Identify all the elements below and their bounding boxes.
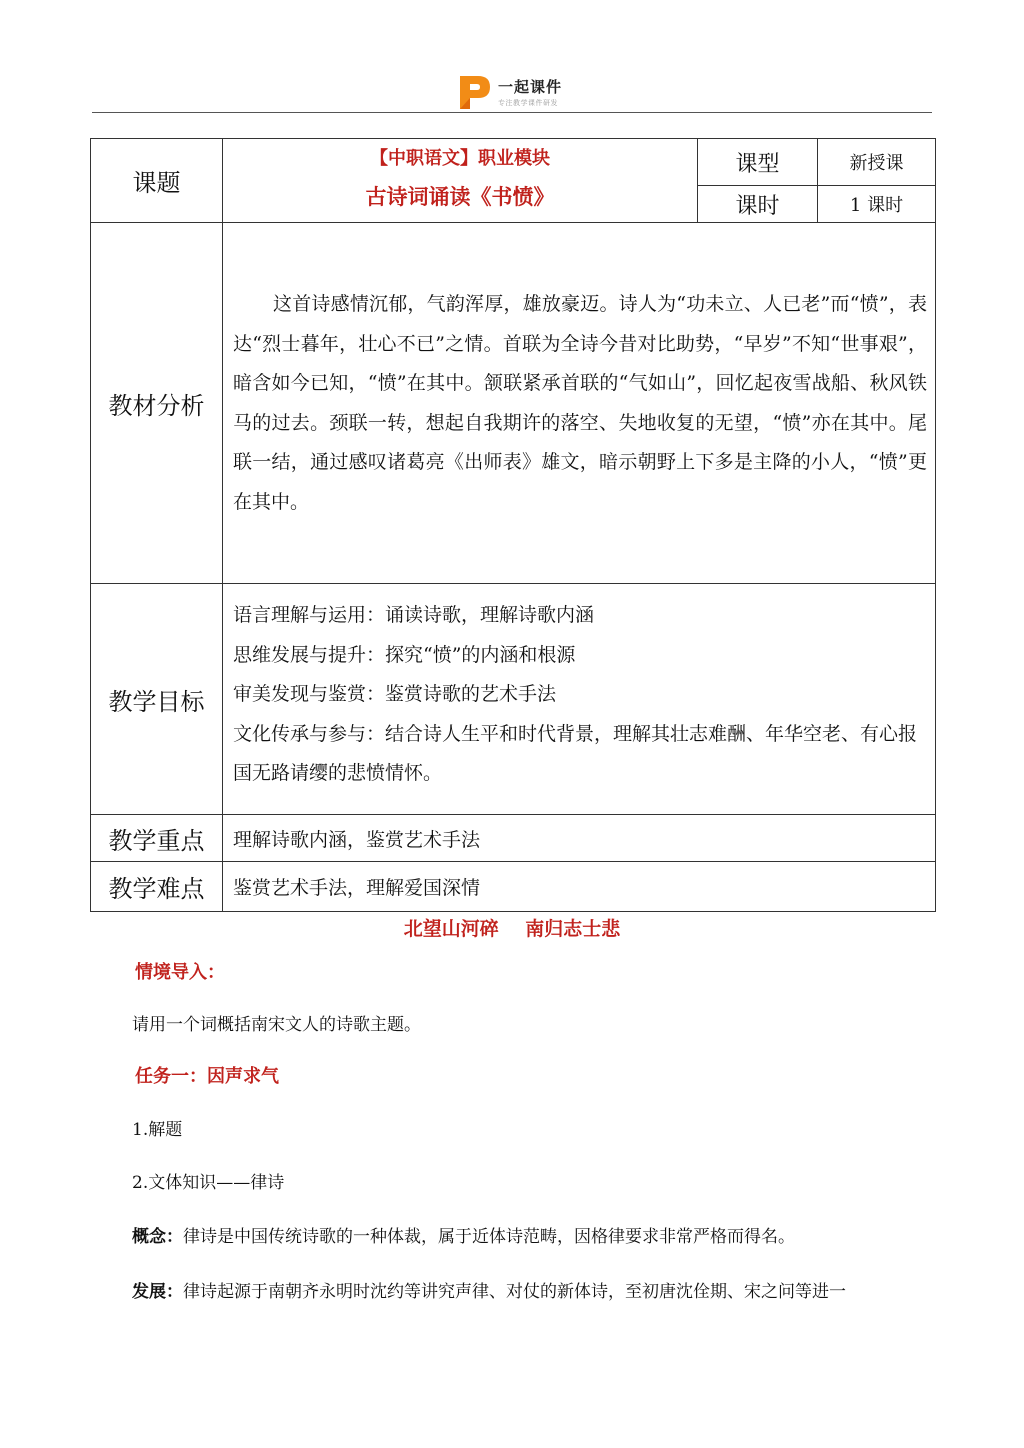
type-value: 新授课 [818, 139, 936, 186]
logo-slogan: 专注教学课件研发 [498, 99, 558, 107]
topic-label: 课题 [91, 139, 223, 223]
goals-cell [223, 584, 936, 815]
intro-text: 请用一个词概括南宋文人的诗歌主题。 [132, 1015, 421, 1035]
concept-text: 律诗是中国传统诗歌的一种体裁，属于近体诗范畴，因格律要求非常严格而得名。 [183, 1227, 795, 1247]
list-item-1: 1.解题 [132, 1120, 183, 1140]
key-points-text: 理解诗歌内涵，鉴赏艺术手法 [223, 815, 936, 862]
topic-line2: 古诗词诵读《书愤》 [365, 183, 555, 209]
concept-paragraph [132, 1222, 795, 1247]
develop-label: 发展： [132, 1282, 183, 1302]
analysis-label: 教材分析 [91, 223, 223, 584]
concept-label: 概念： [132, 1227, 183, 1247]
goal-item: 语言理解与运用：诵读诗歌，理解诗歌内涵 [233, 604, 595, 626]
task1-heading: 任务一：因声求气 [135, 1066, 279, 1087]
analysis-text: 这首诗感情沉郁，气韵浑厚，雄放豪迈。诗人为“功未立、人已老”而“愤”，表达“烈士暮年，壮心不已”之情。首联为全诗今昔对比助势，“早岁”不知“世事艰”，暗含如今已知，“愤”在其中。颔联紧承首联的“气如山”，回忆起夜雪战船、秋风铁马的过去。颈联一转，想起自我期许的落空、失地收复的无望，“愤”亦在其中。尾联一结，通过感叹诸葛亮《出师表》雄文，暗示朝野上下多是主降的小人，“愤”更在其中。 [233, 293, 927, 513]
logo-p-icon [456, 72, 494, 112]
hours-value: 1 课时 [818, 186, 936, 223]
section-title: 北望山河碎 南归志士悲 [403, 918, 621, 940]
goal-item: 审美发现与鉴赏：鉴赏诗歌的艺术手法 [233, 683, 557, 706]
difficult-points-label: 教学难点 [91, 862, 223, 912]
logo-title: 一起课件 [498, 78, 563, 96]
develop-paragraph [132, 1277, 846, 1302]
topic-line1: 【中职语文】职业模块 [370, 147, 550, 169]
goal-item: 文化传承与参与：结合诗人生平和时代背景，理解其壮志难酬、年华空老、有心报国无路请缨的悲愤情怀。 [233, 722, 918, 785]
develop-text: 律诗起源于南朝齐永明时沈约等讲究声律、对仗的新体诗，至初唐沈佺期、宋之问等进一 [183, 1282, 846, 1302]
difficult-points-text: 鉴赏艺术手法，理解爱国深情 [223, 862, 936, 912]
goal-item: 思维发展与提升：探究“愤”的内涵和根源 [233, 643, 576, 666]
goals-label: 教学目标 [91, 584, 223, 815]
key-points-label: 教学重点 [91, 815, 223, 862]
type-label: 课型 [698, 139, 818, 186]
analysis-cell [223, 223, 936, 584]
topic-title-cell [223, 139, 698, 223]
lesson-plan-table [90, 138, 936, 912]
list-item-2: 2.文体知识——律诗 [132, 1173, 285, 1193]
header-divider [92, 112, 932, 113]
hours-label: 课时 [698, 186, 818, 223]
logo [456, 72, 576, 114]
intro-heading: 情境导入： [135, 962, 225, 983]
